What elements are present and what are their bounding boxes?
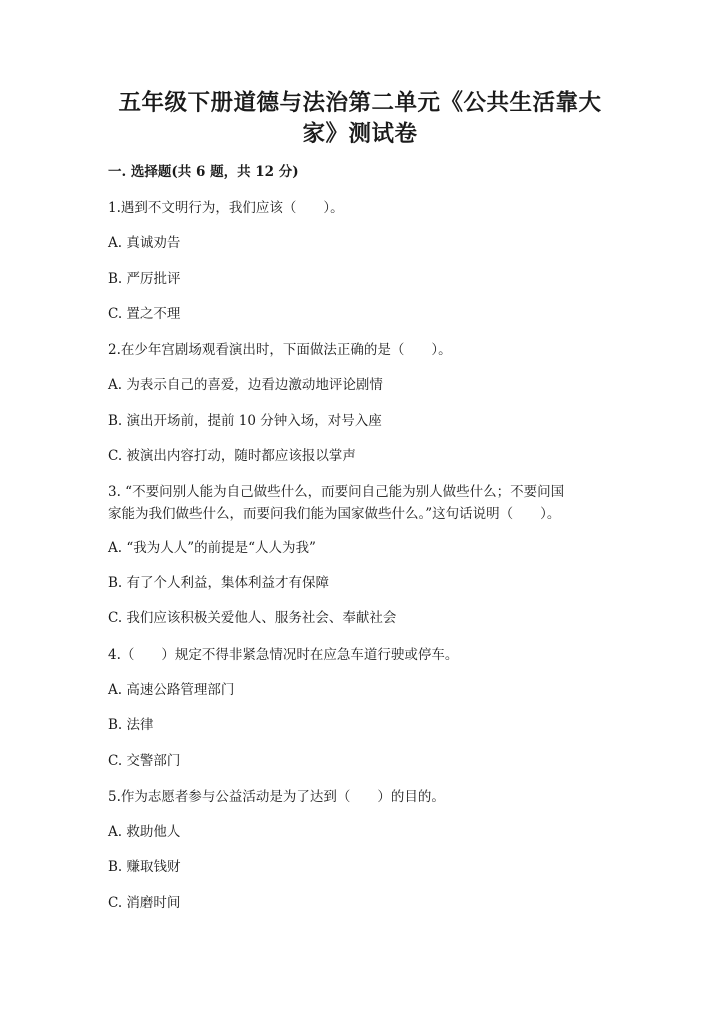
page-title — [110, 88, 610, 150]
question-3-stem-line-1: 3. “不要问别人能为自己做些什么，而要问自己能为别人做些什么；不要问国 — [108, 484, 565, 500]
question-1-stem: 1.遇到不文明行为，我们应该（ ）。 — [108, 200, 344, 216]
title-line-1: 五年级下册道德与法治第二单元《公共生活靠大 — [118, 90, 602, 116]
question-2-stem: 2.在少年宫剧场观看演出时，下面做法正确的是（ ）。 — [108, 342, 452, 358]
question-3-stem-line-2: 家能为我们做些什么，而要问我们能为国家做些什么。”这句话说明（ ）。 — [108, 506, 561, 522]
question-4-option-b: B. 法律 — [108, 717, 154, 733]
question-3-option-b: B. 有了个人利益，集体利益才有保障 — [108, 575, 330, 591]
question-2-option-c: C. 被演出内容打动，随时都应该报以掌声 — [108, 448, 356, 464]
question-4-option-a: A. 高速公路管理部门 — [108, 682, 235, 698]
question-2-option-b: B. 演出开场前，提前 10 分钟入场，对号入座 — [108, 413, 382, 429]
question-3-option-a: A. “我为人人”的前提是“人人为我” — [108, 540, 316, 556]
section-heading: 一. 选择题(共 6 题，共 12 分) — [108, 164, 299, 180]
title-line-2: 家》测试卷 — [302, 121, 418, 147]
question-2-option-a: A. 为表示自己的喜爱，边看边激动地评论剧情 — [108, 377, 383, 393]
question-4-option-c: C. 交警部门 — [108, 753, 181, 769]
question-1-option-c: C. 置之不理 — [108, 306, 181, 322]
question-1-option-b: B. 严厉批评 — [108, 271, 181, 287]
question-5-option-a: A. 救助他人 — [108, 824, 181, 840]
question-5-option-b: B. 赚取钱财 — [108, 859, 181, 875]
question-3-option-c: C. 我们应该积极关爱他人、服务社会、奉献社会 — [108, 610, 397, 626]
question-5-option-c: C. 消磨时间 — [108, 895, 181, 911]
question-4-stem: 4.（ ）规定不得非紧急情况时在应急车道行驶或停车。 — [108, 647, 459, 663]
question-5-stem: 5.作为志愿者参与公益活动是为了达到（ ）的目的。 — [108, 789, 445, 805]
question-1-option-a: A. 真诚劝告 — [108, 235, 181, 251]
